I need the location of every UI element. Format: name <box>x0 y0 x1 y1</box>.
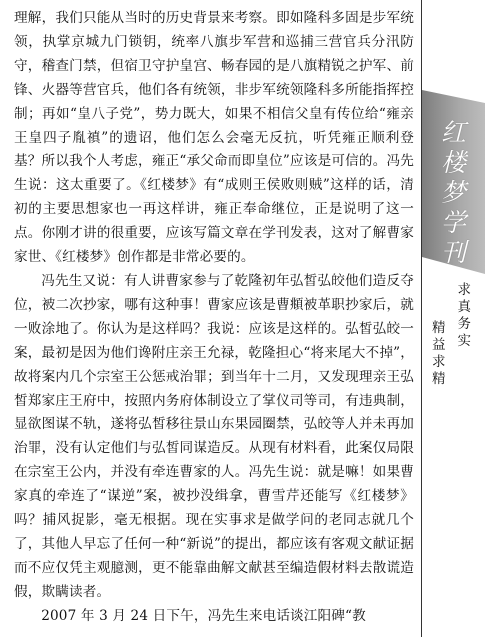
motto-char: 实 <box>457 333 471 349</box>
motto-char: 真 <box>457 299 471 315</box>
journal-motto <box>432 282 471 452</box>
motto-column-1 <box>458 282 472 452</box>
motto-char: 益 <box>432 337 446 353</box>
motto-char: 求 <box>457 282 471 298</box>
motto-char: 精 <box>432 320 446 336</box>
paragraph-1: 理解，我们只能从当时的历史背景来考察。即如隆科多固是步军统领，执掌京城九门锁钥，统率八旗步军营和巡捕三营官兵分汛防守，稽查门禁，但宿卫守护皇宫、畅春园的是八旗精锐之护军、前锋、火器等营官兵，他们各有统领，非步军统领隆科多所能指挥控制；再如“皇八子党”，势力既大，如果不相信父皇有传位给“雍亲王皇四子胤禛”的遗诏，他们怎么会毫无反抗，听凭雍正顺利登基？所以我个人考虑，雍正“承父命而即皇位”应该是可信的。冯先生说：这太重要了。《红楼梦》有“成则王侯败则贼”这样的话，清初的主要思想家也一再这样讲，雍正奉命继位，正是说明了这一点。你刚才讲的很重要，应该写篇文章在学刊发表，这对了解曹家家世、《红楼梦》创作都是非常必要的。 <box>14 10 414 266</box>
motto-column-2 <box>432 320 446 452</box>
journal-title-char: 学 <box>440 208 466 237</box>
motto-char: 务 <box>457 316 471 332</box>
journal-title <box>422 118 485 268</box>
journal-title-char: 刊 <box>440 238 466 267</box>
motto-char: 求 <box>432 354 446 370</box>
article-body <box>14 7 414 637</box>
journal-title-char: 楼 <box>440 148 466 177</box>
journal-title-char: 红 <box>440 118 466 147</box>
journal-title-char: 梦 <box>440 178 466 207</box>
paragraph-2: 冯先生又说：有人讲曹家参与了乾隆初年弘皙弘皎他们造反夺位，被二次抄家，哪有这种事！曹家应该是曹頫被革职抄家后，就一败涂地了。你认为是这样吗？我说：应该是这样的。弘皙弘皎一案，最初是因为他们谗附庄亲王允禄，乾隆担心“将来尾大不掉”，故将案内几个宗室王公惩戒治罪；到当年十二月，又发现理亲王弘皙郑家庄王府中，按照内务府体制设立了掌仪司等司，有违典制，显欲图谋不轨，遂将弘皙移往景山东果园圈禁，弘皎等人并未再加治罪，没有认定他们与弘皙同谋造反。从现有材料看，此案仅局限在宗室王公内，并没有牵连曹家的人。冯先生说：就是嘛！如果曹家真的牵连了“谋逆”案，被抄没缉拿，曹雪芹还能写《红楼梦》吗？捕风捉影，毫无根据。现在实事求是做学问的老同志就几个了，其他人早忘了任何一种“新说”的提出，都应该有客观文献证据而不应仅凭主观臆测，更不能靠曲解文献甚至编造假材料去散谎造假，欺瞒读者。 <box>14 272 414 600</box>
motto-char: 精 <box>432 371 446 387</box>
paragraph-3: 2007 年 3 月 24 日下午，冯先生来电话谈江阳碑“教 <box>41 607 366 624</box>
